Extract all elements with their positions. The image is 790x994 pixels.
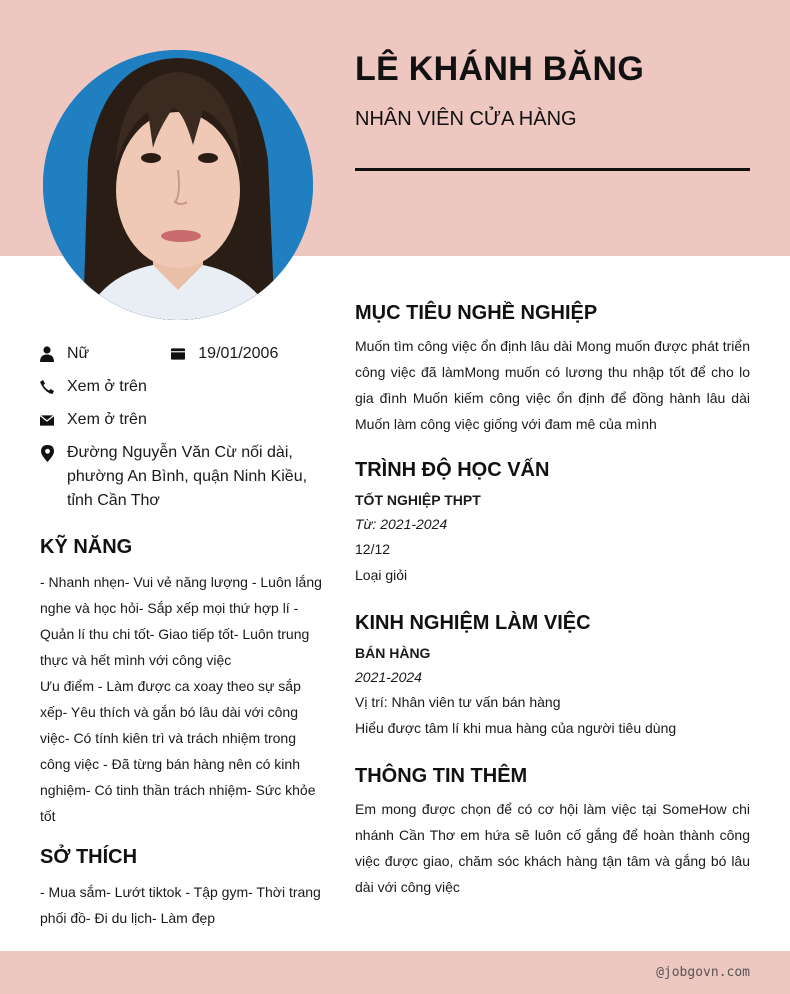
education-school: TỐT NGHIỆP THPT (355, 492, 481, 508)
footer-watermark: @jobgovn.com (656, 965, 750, 980)
candidate-name: LÊ KHÁNH BĂNG (355, 50, 645, 88)
objective-text: Muốn tìm công việc ổn định lâu dài Mong muốn được phát triển công việc đã làmMong muốn có lương thu nhập tốt để cho lo gia đình Muốn kiếm công việc ổn định để đồng hành lâu dài Muốn làm công việc giống với đam mê của mình (355, 338, 750, 432)
title-divider (355, 168, 750, 171)
education-heading: TRÌNH ĐỘ HỌC VẤN (355, 459, 550, 481)
email-value: Xem ở trên (67, 411, 147, 428)
education-period: Từ: 2021-2024 (355, 516, 448, 532)
objective-heading: MỤC TIÊU NGHỀ NGHIỆP (355, 302, 598, 324)
experience-heading: KINH NGHIỆM LÀM VIỆC (355, 612, 591, 634)
job-title: NHÂN VIÊN CỬA HÀNG (355, 108, 577, 130)
gender-value: Nữ (67, 345, 90, 362)
education-rank: Loại giỏi (355, 567, 408, 583)
address-row (40, 441, 320, 513)
hobbies-heading: SỞ THÍCH (40, 846, 138, 868)
hobbies-section (40, 846, 322, 931)
address-value: Đường Nguyễn Văn Cừ nối dài, phường An Bình, quận Ninh Kiều, tỉnh Cần Thơ (67, 444, 308, 509)
strengths-text: Ưu điểm - Làm được ca xoay theo sự sắp xếp- Yêu thích và gắn bó lâu dài với công việc- Có tính kiên trì và trách nhiệm trong công việc - Đã từng bán hàng nên có kinh nghiệm- Có tinh thần trách nhiệm- Sức khỏe tốt (40, 678, 316, 824)
objective-section (355, 302, 750, 437)
gender-birthdate-row (40, 342, 320, 366)
additional-text: Em mong được chọn để có cơ hội làm việc tại SomeHow chi nhánh Cần Thơ em hứa sẽ luôn cố gắng để hoàn thành công việc được giao, chăm sóc khách hàng tận tâm và gắng bó lâu dài với công việc (355, 801, 750, 895)
experience-position: Vị trí: Nhân viên tư vấn bán hàng (355, 694, 561, 710)
experience-section (355, 612, 750, 741)
hobbies-text: - Mua sắm- Lướt tiktok - Tập gym- Thời trang phối đồ- Đi du lịch- Làm đẹp (40, 884, 321, 926)
additional-section (355, 765, 750, 900)
additional-heading: THÔNG TIN THÊM (355, 765, 528, 787)
calendar-icon (171, 342, 185, 366)
phone-value: Xem ở trên (67, 378, 147, 395)
phone-row (40, 375, 320, 399)
experience-period: 2021-2024 (355, 669, 422, 685)
skills-section (40, 536, 322, 829)
education-grade: 12/12 (355, 541, 391, 557)
profile-photo (43, 50, 313, 320)
contact-info (40, 342, 320, 522)
person-icon (40, 342, 54, 366)
mail-icon (40, 408, 54, 432)
email-row (40, 408, 320, 432)
skills-heading: KỸ NĂNG (40, 536, 133, 558)
education-section (355, 459, 750, 588)
skills-text: - Nhanh nhẹn- Vui vẻ năng lượng - Luôn lắng nghe và học hỏi- Sắp xếp mọi thứ hợp lí - Quản lí thu chi tốt- Giao tiếp tốt- Luôn trung thực và hết mình với công việc (40, 574, 322, 668)
experience-description: Hiểu được tâm lí khi mua hàng của người tiêu dùng (355, 720, 677, 736)
phone-icon (40, 375, 54, 399)
location-pin-icon (40, 441, 54, 465)
experience-company: BÁN HÀNG (355, 645, 431, 661)
birthdate-value: 19/01/2006 (198, 345, 279, 362)
